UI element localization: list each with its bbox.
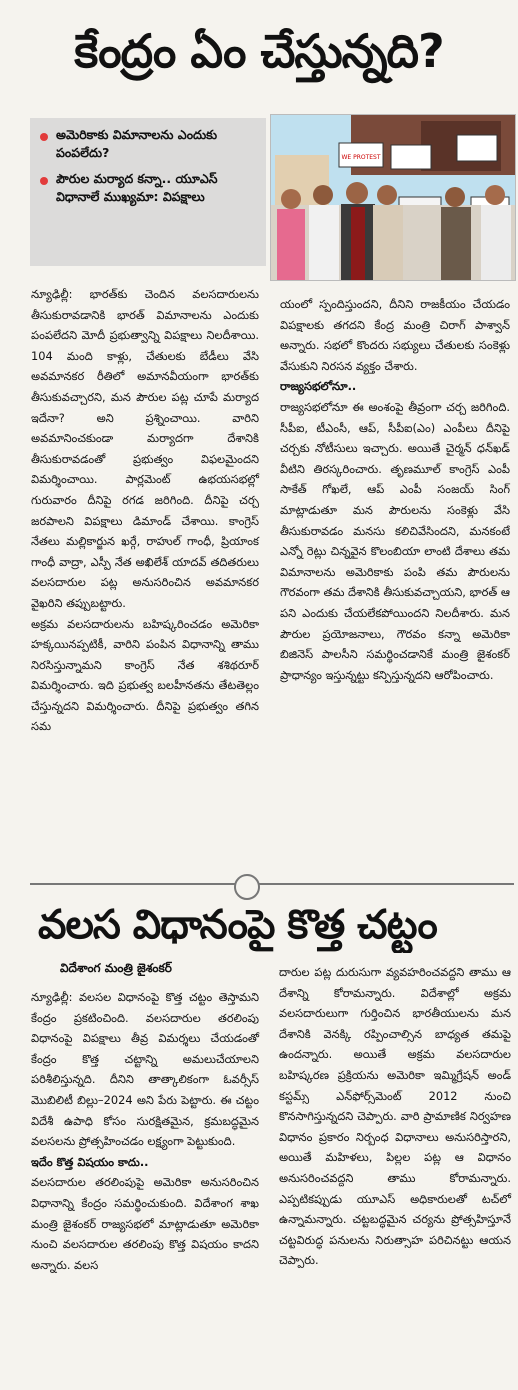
teaser-item [40, 126, 258, 162]
section-subhead: ఇదేం కొత్త విషయం కాదు.. [31, 1154, 149, 1169]
article-paragraph: దారుల పట్ల దురుసుగా వ్యవహరించవద్దని తాము ఆ దేశాన్ని కోరామన్నారు. విదేశాల్లో అక్రమ వలసదారులుగా గుర్తించిన భారతీయులను మన దేశానికి వెనక్కి రప్పించాల్సిన బాధ్యత తమపై ఉందన్నారు. అయితే అక్రమ వలసదారుల బహిష్కరణ ప్రక్రియను అమెరికా ఇమ్మిగ్రేషన్ అండ్ కస్టమ్స్ ఎన్‌ఫోర్స్‌మెంట్ 2012 నుంచి కొనసాగిస్తున్నదని చెప్పారు. వారి ప్రామాణిక నిర్వహణ విధానం ప్రకారం నిర్బంధ విధానాలు అనుసరిస్తారని, అయితే మహిళలు, పిల్లల పట్ల ఆ విధానం అనుసరించవద్దని తాము కోరామన్నారు. ఎప్పటికప్పుడు యూఎస్ అధికారులతో టచ్‌లో ఉన్నామన్నారు. చట్టబద్ధమైన చర్యను ప్రోత్సహిస్తూనే చట్టవిరుద్ధ పనులను నిరుత్సాహ పరిచినట్టు ఆయన చెప్పారు. [279, 965, 511, 1268]
teaser-item [40, 170, 258, 206]
section-divider [30, 883, 514, 885]
main-headline: కేంద్రం ఏం చేస్తున్నది? [74, 24, 444, 78]
bullet-dot-icon [40, 133, 48, 141]
teaser-text: అమెరికాకు విమానాలను ఎందుకు పంపలేదు? [56, 127, 218, 160]
section-subhead: రాజ్యసభలోనూ.. [280, 379, 357, 394]
article-paragraph: యంలో స్పందిస్తుందని, దీనిని రాజకీయం చేయడం విపక్షాలకు తగదని కేంద్ర మంత్రి చిరాగ్ పాశ్వాన్ అన్నారు. సభలో కొందరు సభ్యులు చేతులకు సంకెళ్లు వేసుకుని నిరసన వ్యక్తం చేశారు. [280, 297, 510, 373]
teaser-text: పౌరుల మర్యాద కన్నా.. యూఎస్ విధానాలే ముఖ్యమా: విపక్షాలు [56, 171, 218, 204]
second-headline: వలస విధానంపై కొత్త చట్టం [38, 902, 437, 948]
article-paragraph: న్యూఢిల్లీ: వలసల విధానంపై కొత్త చట్టం తెస్తామని కేంద్రం ప్రకటించింది. వలసదారుల తరలింపు విధానంపై విపక్షాలు తీవ్ర విమర్శలు చేయడంతో కేంద్రం కొత్త చట్టాన్ని అమలుచేయాలని పరిశీలిస్తున్నది. దీనిని తాత్కాలికంగా ఓవర్సీస్ మొబిలిటీ బిల్లు–2024 అని పేరు పెట్టారు. ఈ చట్టం విదేశీ ఉపాధి కోసం సురక్షితమైన, క్రమబద్ధమైన వలసలను ప్రోత్సహించడం లక్ష్యంగా పెట్టుకుంది. [31, 990, 259, 1149]
article-paragraph: వలసదారుల తరలింపుపై అమెరికా అనుసరించిన విధానాన్ని కేంద్రం సమర్థించుకుంది. విదేశాంగ శాఖ మంత్రి జైశంకర్ రాజ్యసభలో మాట్లాడుతూ అమెరికా నుంచి వలసదారుల తరలింపు కొత్త విషయం కాదని అన్నారు. వలస [31, 1175, 259, 1272]
teaser-box [30, 118, 266, 266]
placard-text: WE PROTEST [341, 154, 381, 161]
article1-column1 [31, 284, 259, 737]
article-paragraph: రాజ్యసభలోనూ ఈ అంశంపై తీవ్రంగా చర్చ జరిగింది. సీపీఐ, టీఎంసీ, ఆప్, సీపీఐ(ఎం) ఎంపీలు దీనిపై చర్చకు నోటీసులు ఇచ్చారు. అయితే చైర్మన్ ధన్‌ఖడ్ వీటిని తిరస్కరించారు. తృణమూల్ కాంగ్రెస్ ఎంపీ సాకేత్ గోఖలే, ఆప్ ఎంపీ సంజయ్ సింగ్ మాట్లాడుతూ మన పౌరులను సంకెళ్లు వేసి తీసుకురావడం మనసు కలిచివేసిందని, మనకంటే ఎన్నో రెట్లు చిన్నవైన కొలంబియా లాంటి దేశాలు తమ విమానాలను అమెరికాకు పంపి తమ పౌరులను గౌరవంగా తమ దేశానికి తీసుకువచ్చాయని, భారత్ ఆ పని ఎందుకు చేయలేకపోయిందని నిలదీశారు. మన పౌరుల ప్రయోజనాలు, గౌరవం కన్నా అమెరికా బిజినెస్ పాలసీని సమర్థించడానికే మంత్రి జైశంకర్ ప్రాధాన్యం ఇస్తున్నట్టు కన్పిస్తున్నదని ఆరోపించారు. [280, 399, 510, 682]
bullet-dot-icon [40, 177, 48, 185]
article-paragraph: న్యూఢిల్లీ: భారత్‌కు చెందిన వలసదారులను తీసుకురావడానికి భారత్ విమానాలను ఎందుకు పంపలేదని మోదీ ప్రభుత్వాన్ని విపక్షాలు నిలదీశాయి. 104 మంది కాళ్లు, చేతులకు బేడీలు వేసి అవమానకర రీతిలో అమానవీయంగా భారత్‌కు తీసుకువచ్చారని, మన పౌరుల పట్ల చూపే మర్యాద ఇదేనా? అని ప్రశ్నించాయి. వారిని అవమానించకుండా మర్యాదగా దేశానికి తీసుకురావడంతో ప్రభుత్వం విఫలమైందని విమర్శించాయి. పార్లమెంట్ ఉభయసభల్లో గురువారం దీనిపై రగడ జరిగింది. దీనిపై చర్చ జరపాలని విపక్షాలు డిమాండ్ చేశాయి. కాంగ్రెస్ నేతలు మల్లికార్జున ఖర్గే, రాహుల్ గాంధీ, ప్రియాంక గాంధీ వాద్రా, ఎస్పీ నేత అఖిలేశ్ యాదవ్ తదితరులు వలసదారుల పట్ల అనుసరించిన అవమానకర వైఖరిని తప్పుబట్టారు. [31, 287, 259, 610]
article1-column2 [280, 294, 510, 685]
article2-column1 [31, 987, 259, 1275]
article2-column2 [279, 962, 511, 1271]
byline: విదేశాంగ మంత్రి జైశంకర్ [60, 961, 172, 975]
article-paragraph: అక్రమ వలసదారులను బహిష్కరించడం అమెరికా హక్కయినప్పటికీ, వారిని పంపిన విధానాన్ని తాము నిరసిస్తున్నామని కాంగ్రెస్ నేత శశిథరూర్ విమర్శించారు. ఇది ప్రభుత్వ బలహీనతను తేటతెల్లం చేస్తున్నదని విమర్శించారు. దీనిపై ప్రభుత్వం తగిన సమ [31, 616, 259, 734]
protest-photo [270, 114, 516, 281]
